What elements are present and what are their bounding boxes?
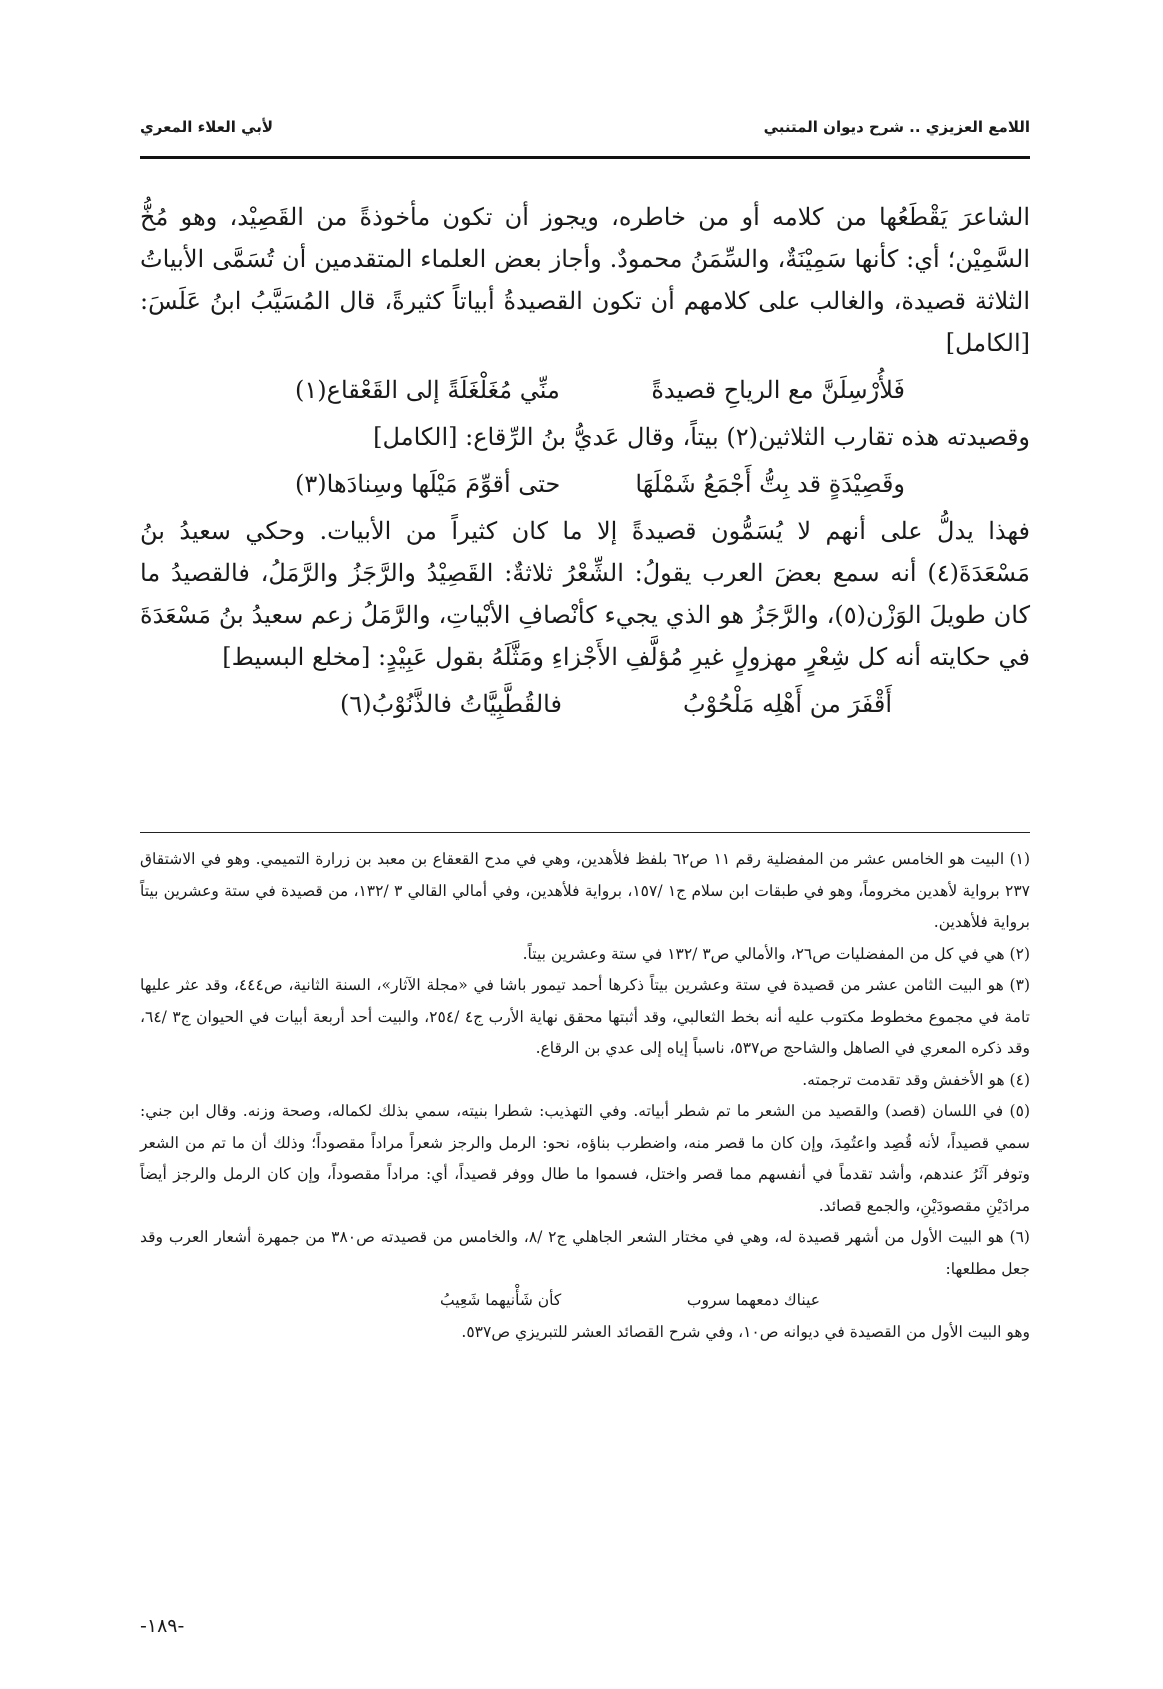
footnote-1: (١) البيت هو الخامس عشر من المفضلية رقم ١١ ص٦٢ بلفظ فلأهدين، وهي في مدح القعقاع بن معبد بن زرارة التميمي. وهو في الاشتقاق ٢٣٧ برواية لأهدين مخروماً، وهو في طبقات ابن سلام ج١ /١٥٧، برواية فلأهدين، وفي أمالي القالي ٣ /١٣٢، من قصيدة في ستة وعشرين بيتاً برواية فلأهدين. [140, 850, 1031, 931]
footnote-3: (٣) هو البيت الثامن عشر من قصيدة في ستة وعشرين بيتاً ذكرها أحمد تيمور باشا في «مجلة الآثار»، السنة الثانية، ص٤٤٤، وقد عثر عليها تامة في مجموع مخطوط مكتوب عليه أنه بخط الثعالبي، وقد أثبتها محقق نهاية الأرب ج٤ /٢٥٤، والبيت أحد أربعة أبيات في الحيوان ج٣ /٦٤، وقد ذكره المعري في الصاهل والشاحج ص٥٣٧، ناسباً إياه إلى عدي بن الرقاع. [140, 976, 1030, 1057]
footnote-2: (٢) هي في كل من المفضليات ص٢٦، والأمالي ص٣ /١٣٢ في ستة وعشرين بيتاً. [522, 944, 1030, 963]
footnote-5: (٥) في اللسان (قصد) والقصيد من الشعر ما تم شطر أبياته. وفي التهذيب: شطرا بنيته، سمي بذلك لكماله، وصحة وزنه. وقال ابن جني: سمي قصيداً، لأنه قُصِد واعتُمِدَ، وإن كان ما قصر منه، واضطرب بناؤه، نحو: الرمل والرجز شعراً مراداً مقصوداً؛ وذلك أن ما تم من الشعر وتوفر آثَرُ عندهم، وأشد تقدماً في أنفسهم مما قصر واختل، فسموا ما طال ووفر قصيداً، أي: مراداً مقصوداً، وإن كان الرمل والرجز أيضاً مرادَيْنِ مقصودَيْنِ، والجمع قصائد. [140, 1102, 1030, 1215]
running-header [140, 112, 1030, 142]
page-number: -١٨٩- [140, 1615, 185, 1637]
footnote-6-verse-second: كأن شَأْنيهما شَعِيبُ [440, 1291, 562, 1309]
verse-1-second-hemistich: منِّي مُغَلْغَلَةً إلى القَعْقاع(١) [295, 376, 560, 404]
author-name: لأبي العلاء المعري [140, 118, 274, 136]
footnote-rule [140, 832, 1030, 833]
verse-3-second-hemistich: فالقُطَّبِيَّاتُ فالذَّنُوْبُ(٦) [340, 690, 562, 718]
footnotes [140, 844, 1030, 1348]
header-rule [140, 156, 1030, 159]
footnote-6: (٦) هو البيت الأول من أشهر قصيدة له، وهي في مختار الشعر الجاهلي ج٢ /٨، والخامس من قصيدته ص٣٨٠ من جمهرة أشعار العرب وقد جعل مطلعها: [140, 1228, 1030, 1278]
footnote-6-verse-first: عيناك دمعهما سروب [686, 1291, 820, 1309]
footnote-6-end: وهو البيت الأول من القصيدة في ديوانه ص١٠، وفي شرح القصائد العشر للتبريزي ص٥٣٧. [461, 1322, 1030, 1341]
main-text [140, 196, 1030, 730]
paragraph-3: فهذا يدلُّ على أنهم لا يُسَمُّون قصيدةً إلا ما كان كثيراً من الأبيات. وحكي سعيدُ بنُ مَسْعَدَةَ(٤) أنه سمع بعضَ العرب يقولُ: الشِّعْرُ ثلاثةٌ: القَصِيْدُ والرَّجَزُ والرَّمَلُ، فالقصيدُ ما كان طويلَ الوَزْن(٥)، والرَّجَزُ هو الذي يجيء كأنْصافِ الأبْياتِ، والرَّمَلُ زعم سعيدُ بنُ مَسْعَدَةَ في حكايته أنه كل شِعْرٍ مهزولٍ غيرِ مُؤلَّفِ الأَجْزاءِ ومَثَّلَهُ بقول عَبِيْدٍ: [مخلع البسيط] [140, 517, 1030, 671]
paragraph-1: الشاعرَ يَقْطَعُها من كلامه أو من خاطره، ويجوز أن تكون مأخوذةً من القَصِيْد، وهو مُخُّ السَّمِيْن؛ أي: كأنها سَمِيْنَةٌ، والسِّمَنُ محمودٌ. وأجاز بعض العلماء المتقدمين أن تُسَمَّى الأبياتُ الثلاثة قصيدة، والغالب على كلامهم أن تكون القصيدةُ أبياتاً كثيرةً، قال المُسَيَّبُ ابنُ عَلَسَ: [الكامل] [140, 203, 1030, 357]
paragraph-2: وقصيدته هذه تقارب الثلاثين(٢) بيتاً، وقال عَديُّ بنُ الرِّقاع: [الكامل] [373, 423, 1030, 451]
footnote-6-verse [140, 1285, 1030, 1317]
verse-2-first-hemistich: وقَصِيْدَةٍ قد بِتُّ أَجْمَعُ شَمْلَهَا [635, 470, 905, 498]
verse-3 [140, 678, 1030, 730]
verse-2 [140, 458, 1030, 510]
verse-2-second-hemistich: حتى أقوِّمَ مَيْلَها وسِنادَها(٣) [295, 470, 561, 498]
footnote-4: (٤) هو الأخفش وقد تقدمت ترجمته. [802, 1070, 1030, 1089]
verse-3-first-hemistich: أَقْفَرَ من أَهْلِه مَلْحُوْبُ [683, 690, 892, 718]
verse-1 [140, 364, 1030, 416]
book-title: اللامع العزيزي .. شرح ديوان المتنبي [763, 118, 1030, 136]
verse-1-first-hemistich: فَلأُرْسِلَنَّ مع الرياحِ قصيدةً [651, 376, 905, 404]
